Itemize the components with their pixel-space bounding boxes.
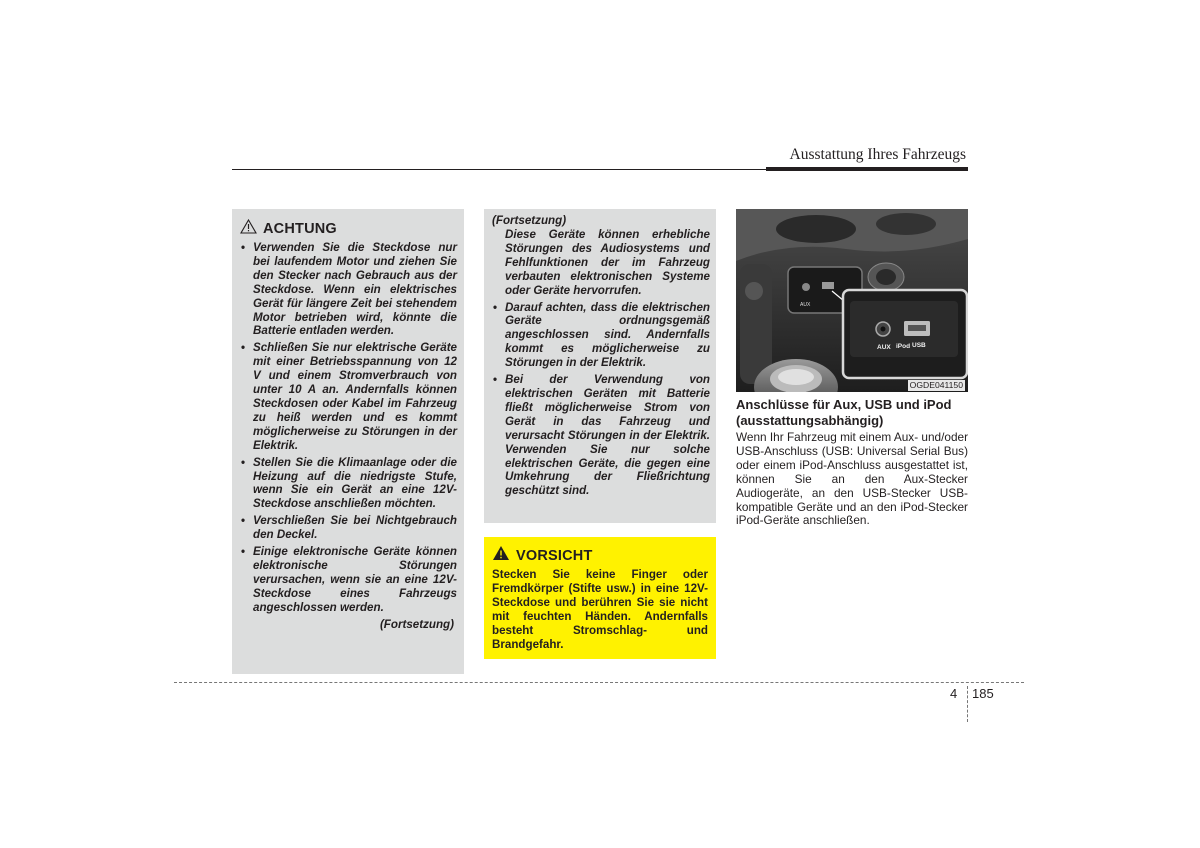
console-illustration <box>736 209 968 392</box>
achtung-warning-box <box>232 209 464 674</box>
achtung-item: • Stellen Sie die Klimaanlage oder die Heizung auf die niedrigste Stufe, wenn Sie ein Gerät an eine 12V-Steckdose anschließen möchten. <box>240 456 457 512</box>
vorsicht-text: Stecken Sie keine Finger oder Fremdkörper (Stifte usw.) in eine 12V-Steckdose und berühren Sie sie nicht mit feuchten Händen. Andernfalls besteht Stromschlag- und Brandgefahr. <box>492 568 708 651</box>
page-header-title: Ausstattung Ihres Fahrzeugs <box>789 146 966 163</box>
continued-heading: (Fortsetzung) <box>492 214 567 227</box>
warning-triangle-filled-icon <box>492 545 510 566</box>
achtung-item: • Schließen Sie nur elektrische Geräte mit einer Betriebsspannung von 12 V und einem Stromverbrauch von unter 10 A an. Andernfalls können Steckdosen oder Kabel im Fahrzeug zu heiß werden und es kommt möglicherweise zu Störungen in der Elektrik. <box>240 341 457 452</box>
achtung-item: • Einige elektronische Geräte können elektronische Störungen verursachen, wenn sie an eine 12V-Steckdose eines Fahrzeugs angeschlossen werden. <box>240 545 457 615</box>
achtung-header <box>240 219 457 239</box>
achtung-item: • Verwenden Sie die Steckdose nur bei laufendem Motor und ziehen Sie den Stecker nach Gebrauch aus der Steckdose. Wenn ein elektrisches Gerät für längere Zeit bei stehendem Motor betrieben wird, könnte die Batterie entladen werden. <box>240 241 457 338</box>
small-aux-label: AUX <box>800 302 811 308</box>
achtung-title: ACHTUNG <box>263 221 337 237</box>
vorsicht-title: VORSICHT <box>516 547 593 564</box>
vorsicht-header <box>492 545 708 566</box>
continued-intro: Diese Geräte können erhebliche Störungen des Audiosystems und Fehlfunktionen der im Fahrzeug verbauten elektronischen Systeme oder Geräte hervorrufen. <box>505 228 710 297</box>
photo-code: OGDE041150 <box>909 380 963 390</box>
achtung-continued-box <box>484 209 716 523</box>
footer-dashed-rule <box>174 682 1024 683</box>
continued-item: • Bei der Verwendung von elektrischen Geräten mit Batterie fließt möglicherweise Strom von Gerät in das Fahrzeug und verursacht Störungen in der Elektrik. Verwenden Sie nur solche elektrischen Geräte, die gegen eine Umkehrung der Fließrichtung geschützt sind. <box>492 373 710 498</box>
vorsicht-caution-box <box>484 537 716 659</box>
section-body: Wenn Ihr Fahrzeug mit einem Aux- und/oder USB-Anschluss (USB: Universal Serial Bus) oder einem iPod-Anschluss ausgestattet ist, können Sie an den Aux-Stecker Audiogeräte, an den USB-Stecker USB-kompatible Geräte und an den iPod-Stecker iPod-Geräte anschließen. <box>736 430 968 528</box>
usb-label: USB <box>912 342 926 349</box>
header-rule-accent <box>766 167 968 171</box>
achtung-continued-note: (Fortsetzung) <box>379 617 454 631</box>
warning-triangle-icon <box>240 219 257 239</box>
footer-divider <box>967 686 968 722</box>
continued-item: • Darauf achten, dass die elektrischen Geräte ordnungsgemäß angeschlossen sind. Andernfalls kommt es möglicherweise zu Störungen in der Elektrik. <box>492 301 710 371</box>
aux-label: AUX <box>877 344 891 351</box>
achtung-list <box>240 241 457 615</box>
section-heading: Anschlüsse für Aux, USB und iPod (ausstattungsabhängig) <box>736 397 952 428</box>
ipod-label: iPod <box>896 343 911 350</box>
continued-list <box>492 301 710 499</box>
chapter-number: 4 <box>950 686 958 701</box>
achtung-item: • Verschließen Sie bei Nichtgebrauch den Deckel. <box>240 514 457 542</box>
header-rule <box>232 169 768 170</box>
aux-usb-ipod-photo <box>736 209 968 392</box>
page-number: 185 <box>972 686 994 701</box>
